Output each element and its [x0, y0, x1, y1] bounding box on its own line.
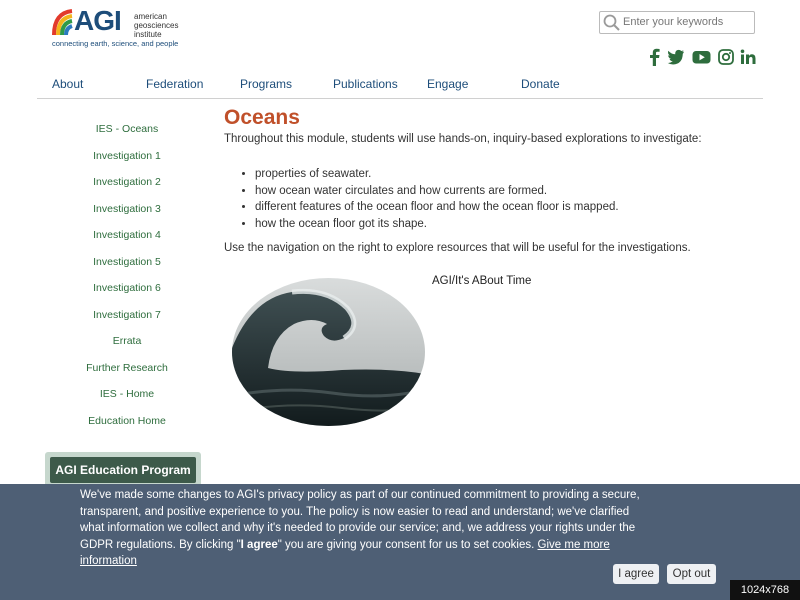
logo-tagline: connecting earth, science, and people: [52, 39, 179, 48]
youtube-icon[interactable]: [692, 48, 711, 66]
list-item: • different features of the ocean floor and how the ocean floor is mapped.: [255, 199, 619, 216]
main-nav: [37, 72, 763, 99]
cookie-banner: [0, 484, 800, 600]
nav-engage[interactable]: Engage: [427, 77, 469, 91]
opt-out-button[interactable]: Opt out: [667, 564, 716, 584]
sidebar-link-investigation-2[interactable]: Investigation 2: [93, 176, 161, 188]
nav-publications[interactable]: Publications: [333, 77, 398, 91]
sidebar-link-investigation-7[interactable]: Investigation 7: [93, 309, 161, 321]
sidebar-link-investigation-3[interactable]: Investigation 3: [93, 203, 161, 215]
navigation-note: Use the navigation on the right to explore resources that will be useful for the investigations.: [224, 242, 691, 254]
list-item: • properties of seawater.: [255, 166, 619, 183]
sidebar-link-errata[interactable]: Errata: [112, 335, 142, 347]
facebook-icon[interactable]: [648, 48, 660, 66]
sidebar-link-investigation-1[interactable]: Investigation 1: [93, 150, 161, 162]
agi-logo[interactable]: [52, 5, 182, 49]
list-item: • how the ocean floor got its shape.: [255, 216, 619, 233]
sidebar-link-further-research[interactable]: Further Research: [86, 362, 168, 374]
ocean-wave-image: [232, 278, 425, 426]
agree-button[interactable]: I agree: [613, 564, 659, 584]
cookie-message: We've made some changes to AGI's privacy policy as part of our continued commitment to providing a secure, transparent, and positive experience to you. The policy is now easier to read and understand; we've clarified what information we collect and why it's needed to provide our service; and, we address your rights under the GDPR regulations. By clicking "I agree" you are giving your consent for us to set cookies. Give me more information: [80, 489, 640, 567]
search-box[interactable]: [599, 11, 755, 34]
nav-federation[interactable]: Federation: [146, 77, 204, 91]
topic-list: [224, 166, 619, 232]
search-icon[interactable]: [603, 14, 620, 31]
sidebar-link-investigation-4[interactable]: Investigation 4: [93, 229, 161, 241]
sidebar-link-ies-oceans[interactable]: IES - Oceans: [95, 123, 159, 135]
search-input[interactable]: [623, 14, 749, 30]
twitter-icon[interactable]: [667, 48, 685, 66]
linkedin-icon[interactable]: [740, 48, 756, 66]
more-info-link[interactable]: Give me more information: [80, 538, 610, 567]
nav-programs[interactable]: Programs: [240, 77, 293, 91]
sidebar-link-investigation-6[interactable]: Investigation 6: [93, 282, 161, 294]
nav-about[interactable]: About: [52, 77, 84, 91]
image-caption: AGI/It's ABout Time: [432, 275, 532, 287]
instagram-icon[interactable]: [718, 48, 734, 66]
cookie-consent-emphasis: I agree: [240, 538, 278, 551]
sidebar-link-ies-home[interactable]: IES - Home: [99, 388, 155, 400]
logo-wordmark: AGI: [74, 5, 121, 36]
intro-text: Throughout this module, students will use hands-on, inquiry-based explorations to investigate:: [224, 133, 702, 145]
agi-logo-mark-icon: [52, 9, 74, 37]
page-title: Oceans: [224, 106, 300, 129]
logo-org-name: american geosciences institute: [134, 12, 179, 39]
education-program-button[interactable]: AGI Education Program: [50, 457, 196, 483]
resolution-badge: 1024x768: [730, 580, 800, 600]
sidebar-link-education-home[interactable]: Education Home: [88, 415, 166, 427]
sidebar-link-investigation-5[interactable]: Investigation 5: [93, 256, 161, 268]
nav-donate[interactable]: Donate: [521, 77, 560, 91]
list-item: • how ocean water circulates and how currents are formed.: [255, 183, 619, 200]
